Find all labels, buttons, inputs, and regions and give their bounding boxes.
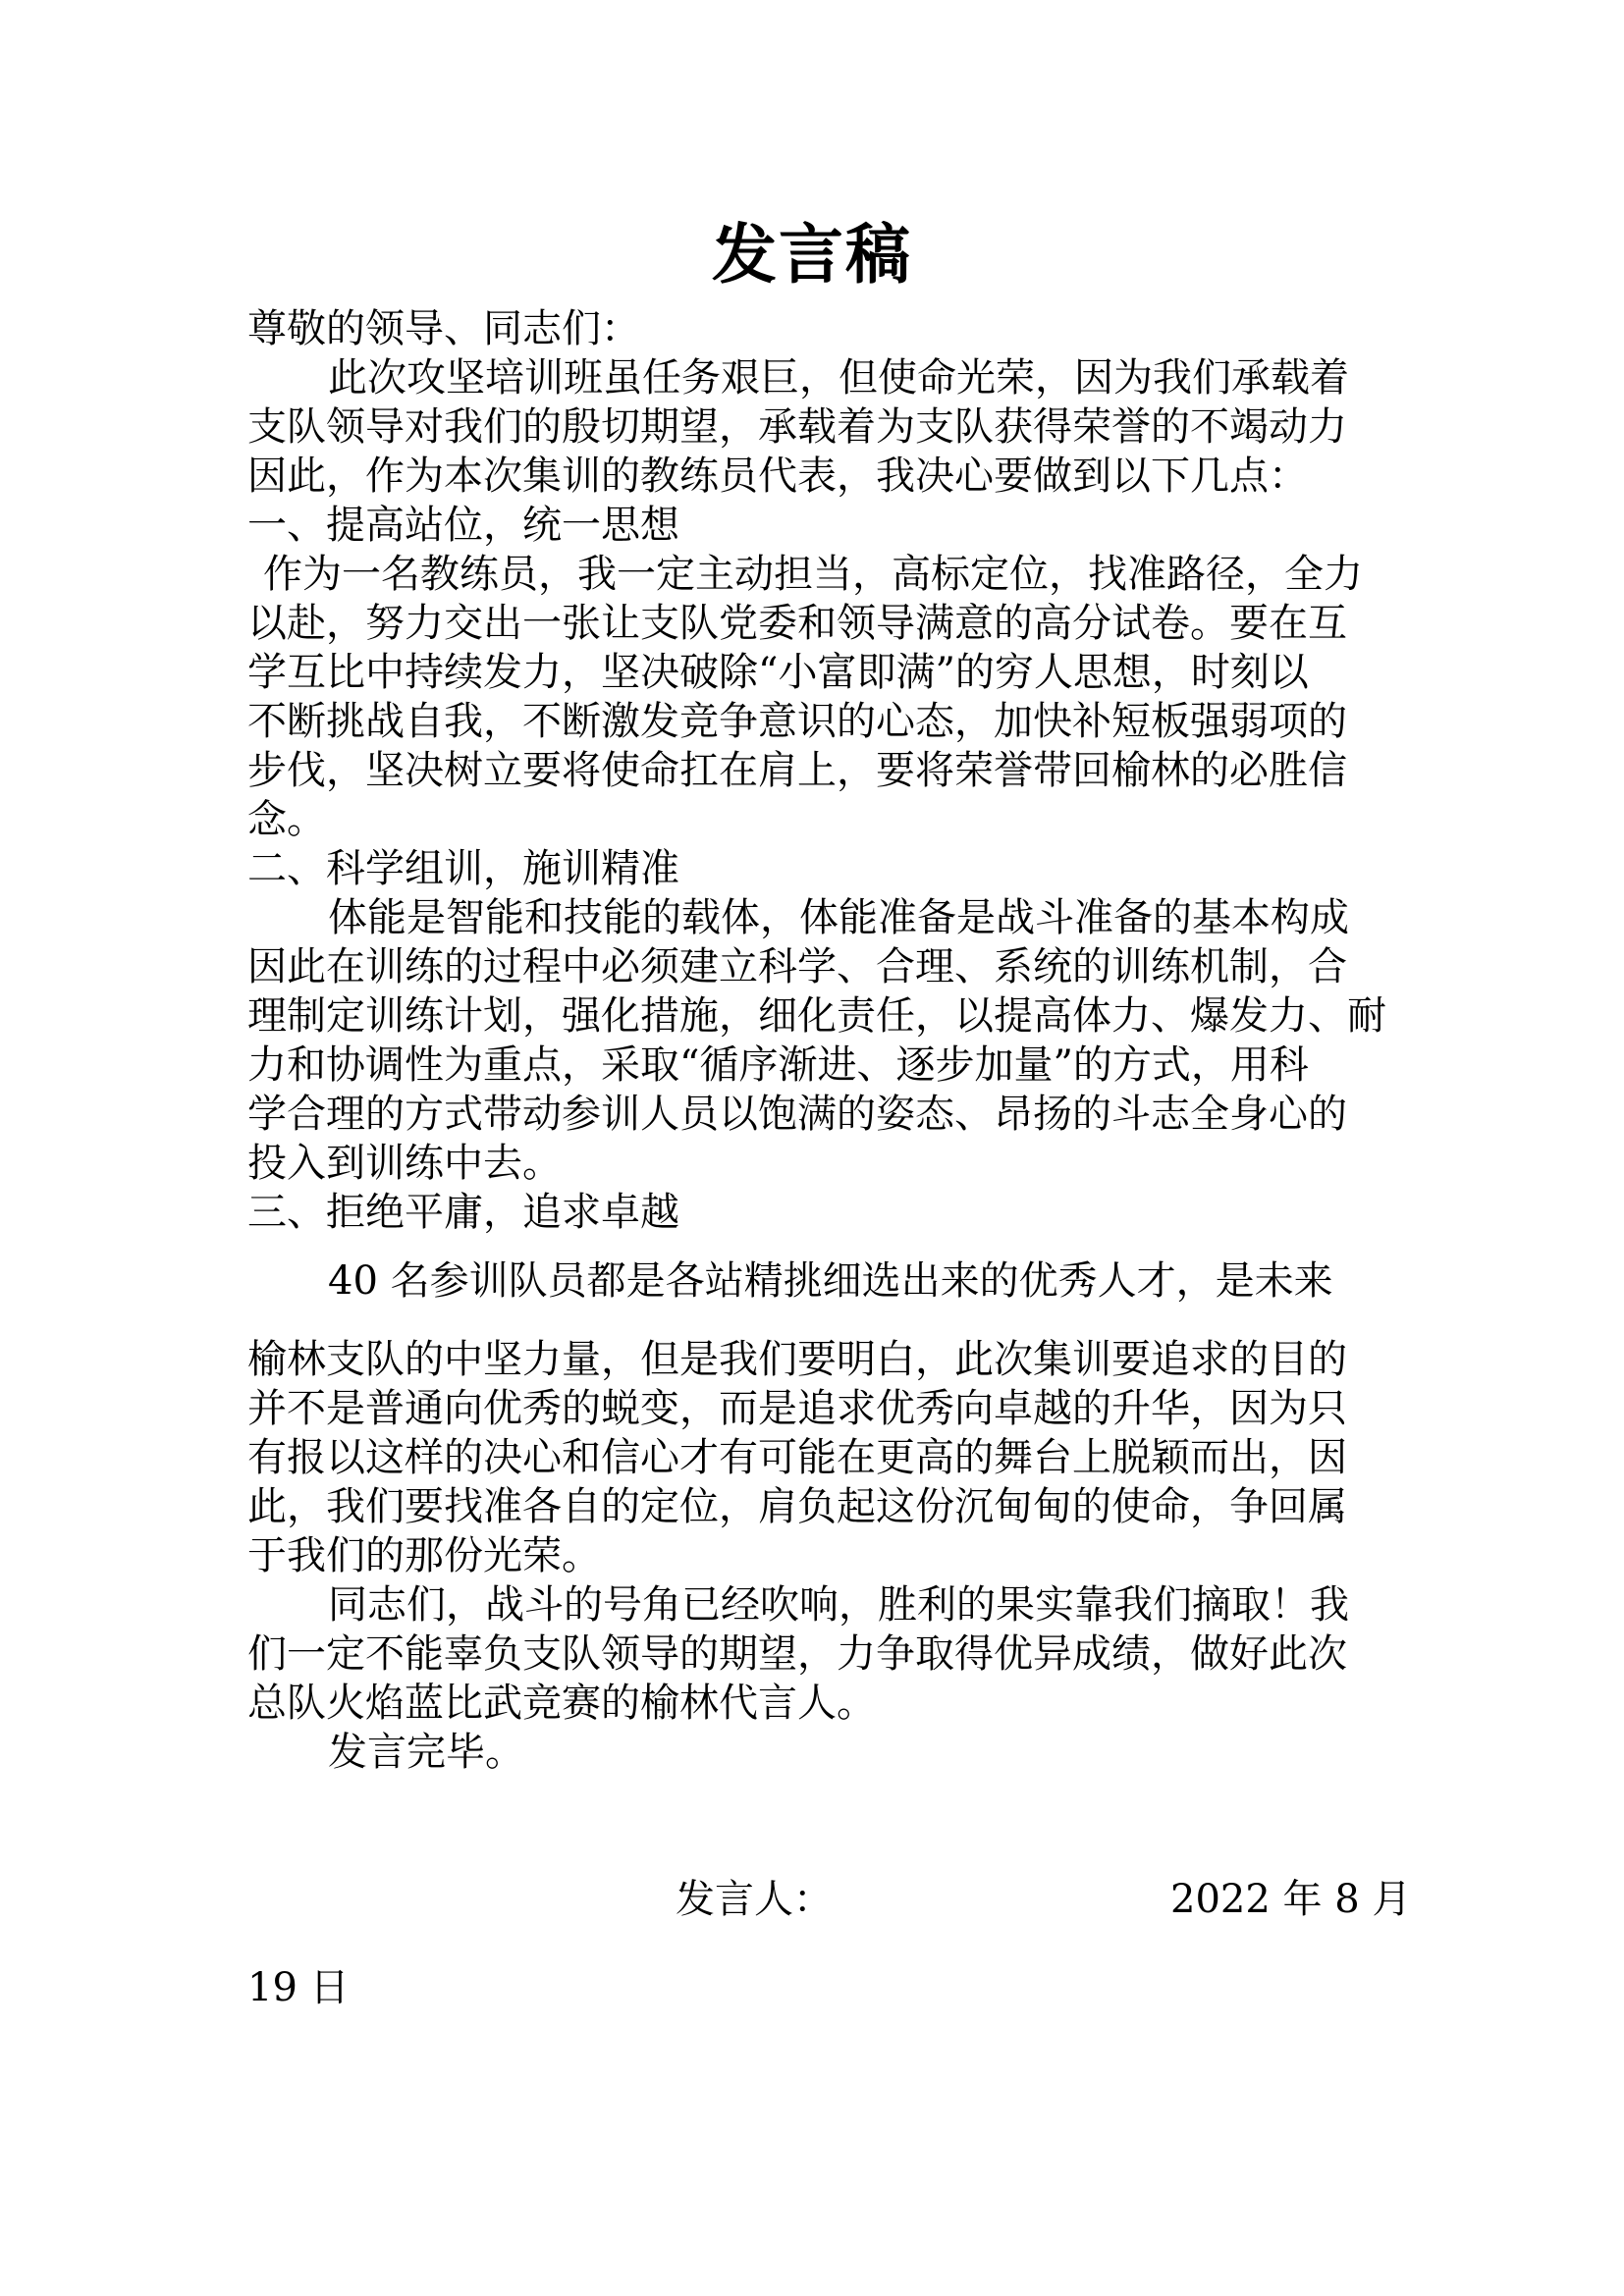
paragraph-line: 投入到训练中去。 <box>247 1141 562 1186</box>
paragraph-line: 有报以这样的决心和信心才有可能在更高的舞台上脱颖而出，因 <box>247 1435 1347 1480</box>
paragraph-line: 理制定训练计划，强化措施，细化责任，以提高体力、爆发力、耐 <box>247 993 1386 1039</box>
page-title: 发言稿 <box>712 217 912 293</box>
paragraph-line: 40 名参训队员都是各站精挑细选出来的优秀人才，是未来 <box>328 1258 1333 1304</box>
paragraph-line: 支队领导对我们的殷切期望，承载着为支队获得荣誉的不竭动力 <box>247 404 1347 450</box>
paragraph-line: 因此，作为本次集训的教练员代表，我决心要做到以下几点： <box>247 454 1308 499</box>
paragraph-line: 以赴，努力交出一张让支队党委和领导满意的高分试卷。要在互 <box>247 601 1347 646</box>
paragraph-line: 同志们，战斗的号角已经吹响，胜利的果实靠我们摘取！我 <box>328 1582 1349 1628</box>
section-heading-1: 一、提高站位，统一思想 <box>247 503 679 548</box>
greeting-line: 尊敬的领导、同志们： <box>247 306 640 351</box>
paragraph-line: 力和协调性为重点，采取“循序渐进、逐步加量”的方式，用科 <box>247 1042 1309 1088</box>
paragraph-line: 并不是普通向优秀的蜕变，而是追求优秀向卓越的升华，因为只 <box>247 1386 1347 1431</box>
paragraph-line: 此次攻坚培训班虽任务艰巨，但使命光荣，因为我们承载着 <box>328 355 1349 400</box>
paragraph-line: 念。 <box>247 797 326 842</box>
paragraph-line: 榆林支队的中坚力量，但是我们要明白，此次集训要追求的目的 <box>247 1337 1347 1382</box>
section-heading-2: 二、科学组训，施训精准 <box>247 846 679 891</box>
paragraph-line: 步伐，坚决树立要将使命扛在肩上，要将荣誉带回榆林的必胜信 <box>247 748 1347 793</box>
paragraph-line: 学互比中持续发力，坚决破除“小富即满”的穷人思想，时刻以 <box>247 650 1309 695</box>
speaker-label: 发言人： <box>676 1877 833 1922</box>
date-first-part: 2022 年 8 月 <box>1170 1877 1412 1922</box>
paragraph-line: 们一定不能辜负支队领导的期望，力争取得优异成绩，做好此次 <box>247 1631 1347 1677</box>
date-second-part: 19 日 <box>247 1965 350 2010</box>
paragraph-line: 学合理的方式带动参训人员以饱满的姿态、昂扬的斗志全身心的 <box>247 1092 1347 1137</box>
paragraph-line: 此，我们要找准各自的定位，肩负起这份沉甸甸的使命，争回属 <box>247 1484 1347 1529</box>
paragraph-line: 总队火焰蓝比武竞赛的榆林代言人。 <box>247 1681 876 1726</box>
paragraph-line: 体能是智能和技能的载体，体能准备是战斗准备的基本构成 <box>328 895 1349 940</box>
closing-line: 发言完毕。 <box>328 1730 524 1775</box>
section-heading-3: 三、拒绝平庸，追求卓越 <box>247 1190 679 1235</box>
paragraph-line: 于我们的那份光荣。 <box>247 1533 601 1578</box>
paragraph-line: 作为一名教练员，我一定主动担当，高标定位，找准路径，全力 <box>263 552 1363 597</box>
paragraph-line: 因此在训练的过程中必须建立科学、合理、系统的训练机制，合 <box>247 944 1347 989</box>
paragraph-line: 不断挑战自我，不断激发竞争意识的心态，加快补短板强弱项的 <box>247 699 1347 744</box>
